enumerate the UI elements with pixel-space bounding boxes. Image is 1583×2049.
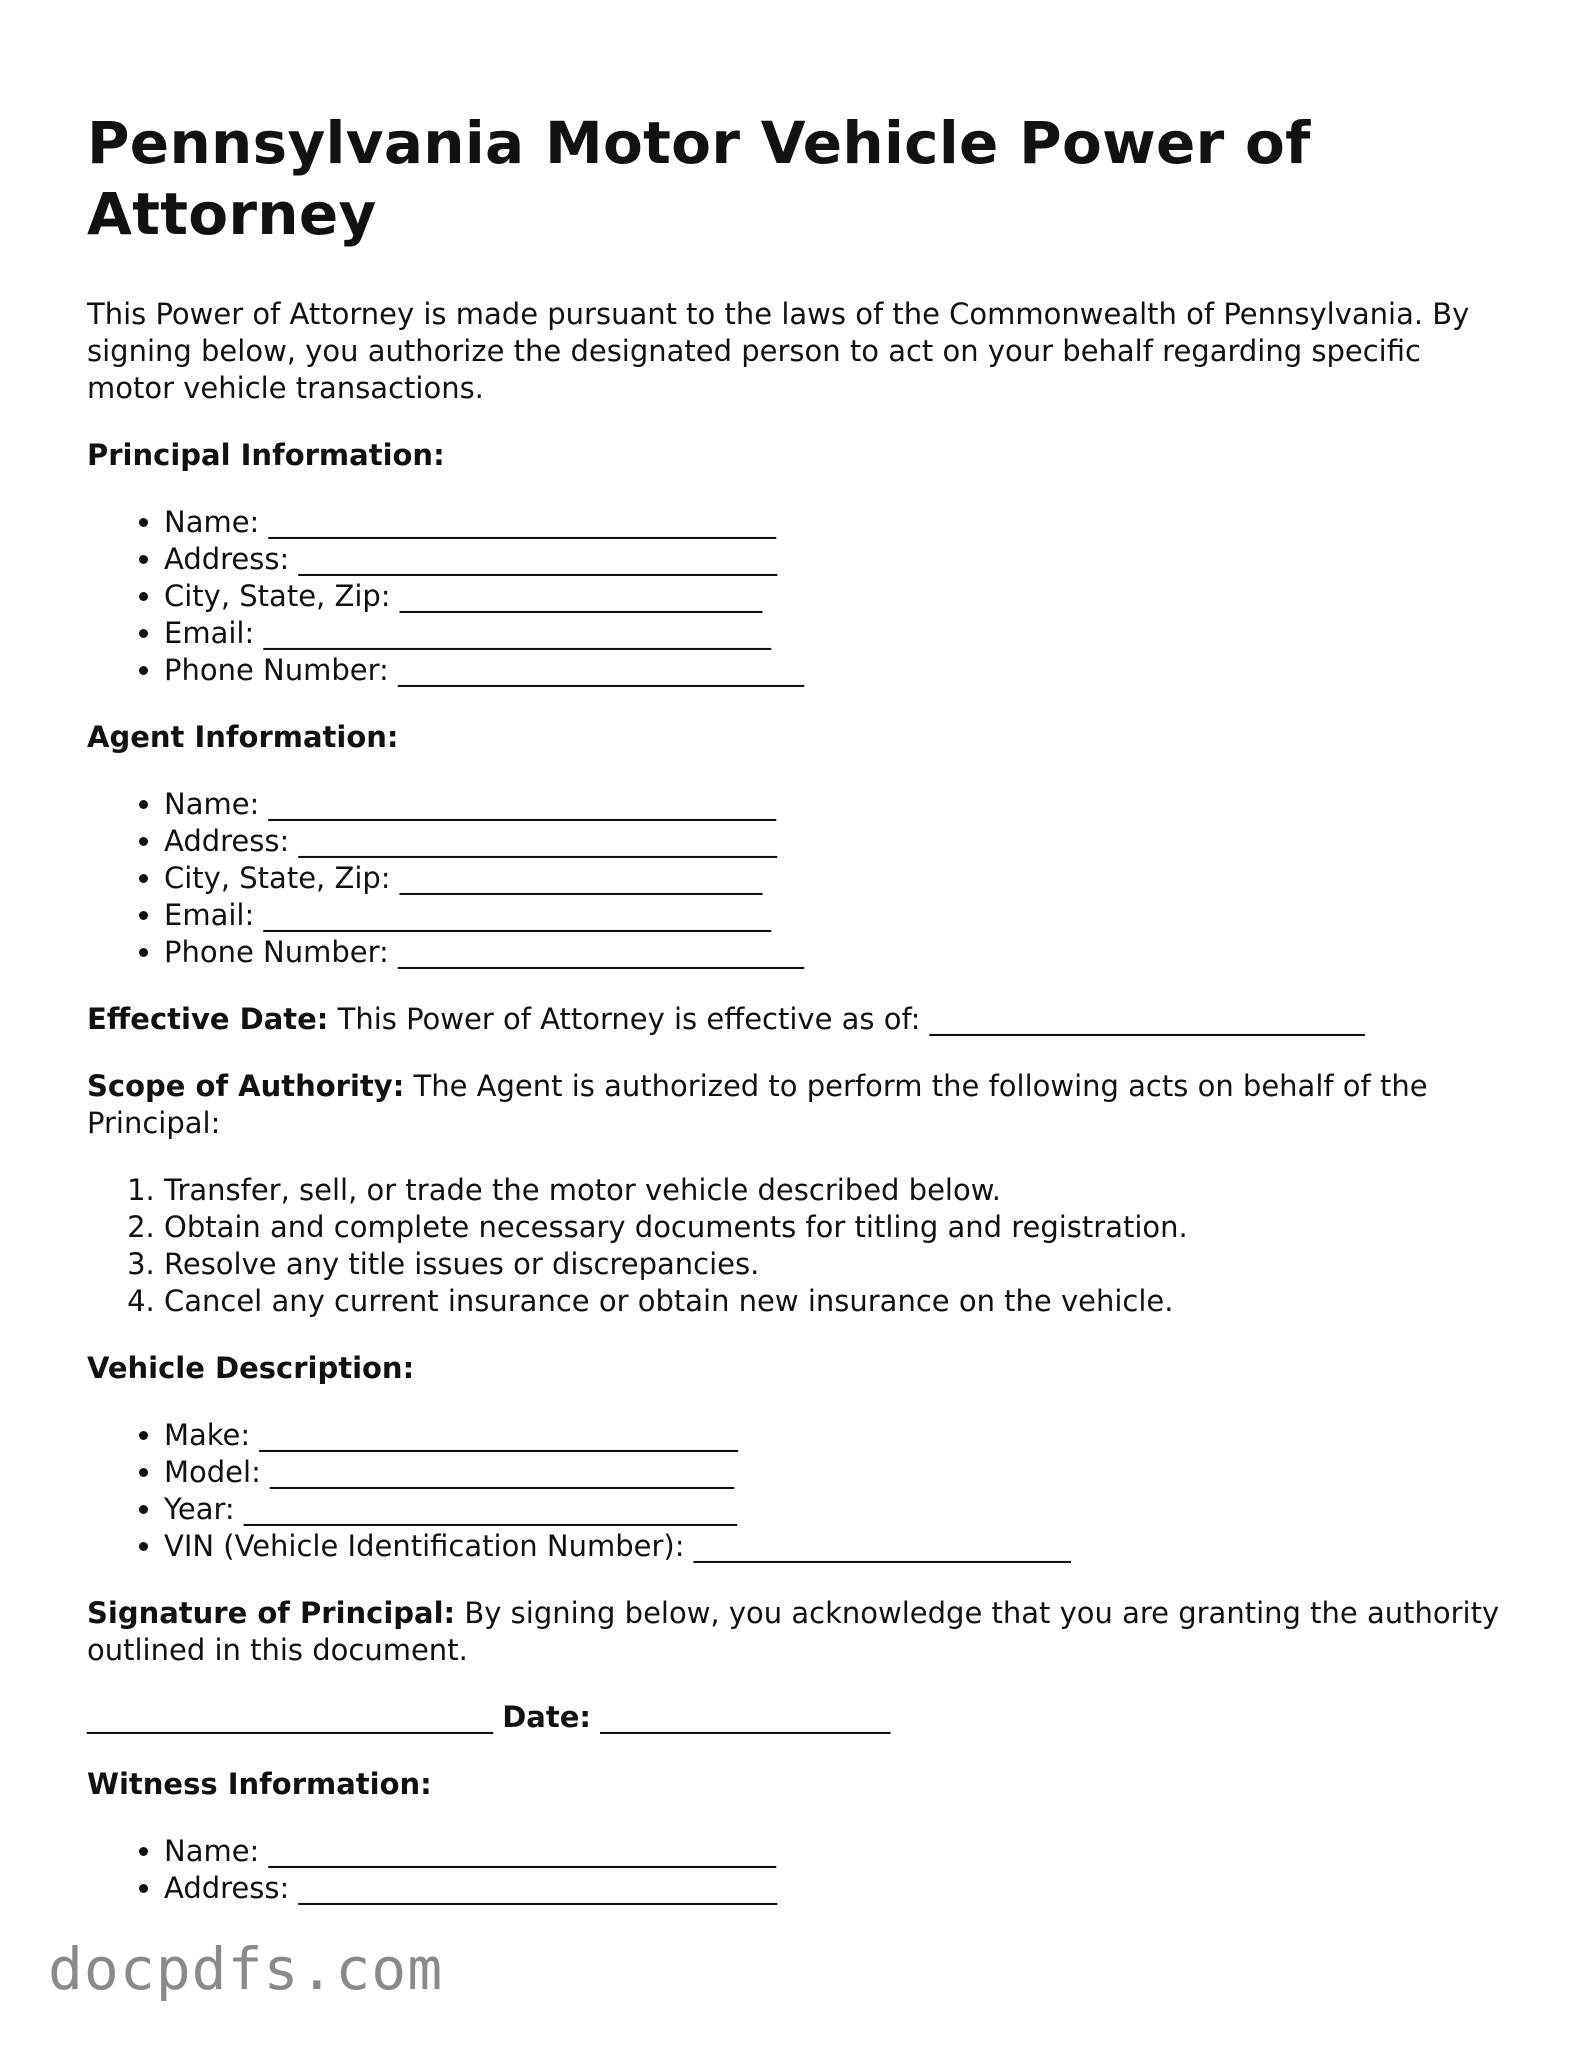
vehicle-make-field[interactable]: • Make: _________________________________	[164, 1417, 1507, 1454]
scope-paragraph	[87, 1068, 1507, 1142]
scope-text: The Agent is authorized to perform the following acts on behalf of the Principal:	[87, 1069, 1428, 1140]
page-title: Pennsylvania Motor Vehicle Power of Attorney	[87, 109, 1311, 248]
principal-fields	[87, 504, 1507, 689]
signature-label: Signature of Principal:	[87, 1596, 456, 1630]
scope-item: 2. Obtain and complete necessary documents for titling and registration.	[164, 1209, 1507, 1246]
docpdfs-watermark: docpdfs.com	[48, 1935, 444, 2003]
signature-date-line[interactable]: ____________________	[600, 1700, 891, 1734]
witness-name-field[interactable]: • Name: ___________________________________	[164, 1833, 1507, 1870]
intro-paragraph: This Power of Attorney is made pursuant to the laws of the Commonwealth of Pennsylvania. By signing below, you authorize the designated person to act on your behalf regarding specific motor vehicle transactions.	[87, 297, 1470, 405]
signature-paragraph	[87, 1595, 1507, 1669]
signature-date-label: Date:	[502, 1700, 591, 1734]
signature-line[interactable]: ____________________________	[87, 1700, 493, 1734]
principal-name-field[interactable]: • Name: ___________________________________	[164, 504, 1507, 541]
document-page	[87, 108, 1507, 1937]
scope-label: Scope of Authority:	[87, 1069, 405, 1103]
principal-city-state-zip-field[interactable]: • City, State, Zip: _________________________	[164, 578, 1507, 615]
agent-fields	[87, 786, 1507, 971]
effective-date-field[interactable]: This Power of Attorney is effective as of: ______________________________	[328, 1002, 1365, 1036]
agent-city-state-zip-field[interactable]: • City, State, Zip: _________________________	[164, 860, 1507, 897]
vehicle-year-field[interactable]: • Year: __________________________________	[164, 1491, 1507, 1528]
witness-address-field[interactable]: • Address: _________________________________	[164, 1870, 1507, 1907]
agent-address-field[interactable]: • Address: _________________________________	[164, 823, 1507, 860]
principal-heading: Principal Information:	[87, 438, 445, 472]
vehicle-heading: Vehicle Description:	[87, 1351, 415, 1385]
scope-item: 4. Cancel any current insurance or obtain new insurance on the vehicle.	[164, 1283, 1507, 1320]
vehicle-fields	[87, 1417, 1507, 1565]
effective-date-paragraph	[87, 1001, 1507, 1038]
scope-list	[87, 1172, 1507, 1320]
effective-date-label: Effective Date:	[87, 1002, 329, 1036]
witness-heading: Witness Information:	[87, 1767, 432, 1801]
signature-text: By signing below, you acknowledge that you are granting the authority outlined in this document.	[87, 1596, 1500, 1667]
scope-item: 1. Transfer, sell, or trade the motor vehicle described below.	[164, 1172, 1507, 1209]
agent-email-field[interactable]: • Email: ___________________________________	[164, 897, 1507, 934]
agent-phone-field[interactable]: • Phone Number: ____________________________	[164, 934, 1507, 971]
principal-phone-field[interactable]: • Phone Number: ____________________________	[164, 652, 1507, 689]
signature-line-row	[87, 1699, 1507, 1736]
vehicle-model-field[interactable]: • Model: ________________________________	[164, 1454, 1507, 1491]
principal-email-field[interactable]: • Email: ___________________________________	[164, 615, 1507, 652]
vehicle-vin-field[interactable]: • VIN (Vehicle Identification Number): __________________________	[164, 1528, 1507, 1565]
principal-address-field[interactable]: • Address: _________________________________	[164, 541, 1507, 578]
scope-item: 3. Resolve any title issues or discrepancies.	[164, 1246, 1507, 1283]
witness-fields	[87, 1833, 1507, 1907]
agent-heading: Agent Information:	[87, 720, 399, 754]
agent-name-field[interactable]: • Name: ___________________________________	[164, 786, 1507, 823]
